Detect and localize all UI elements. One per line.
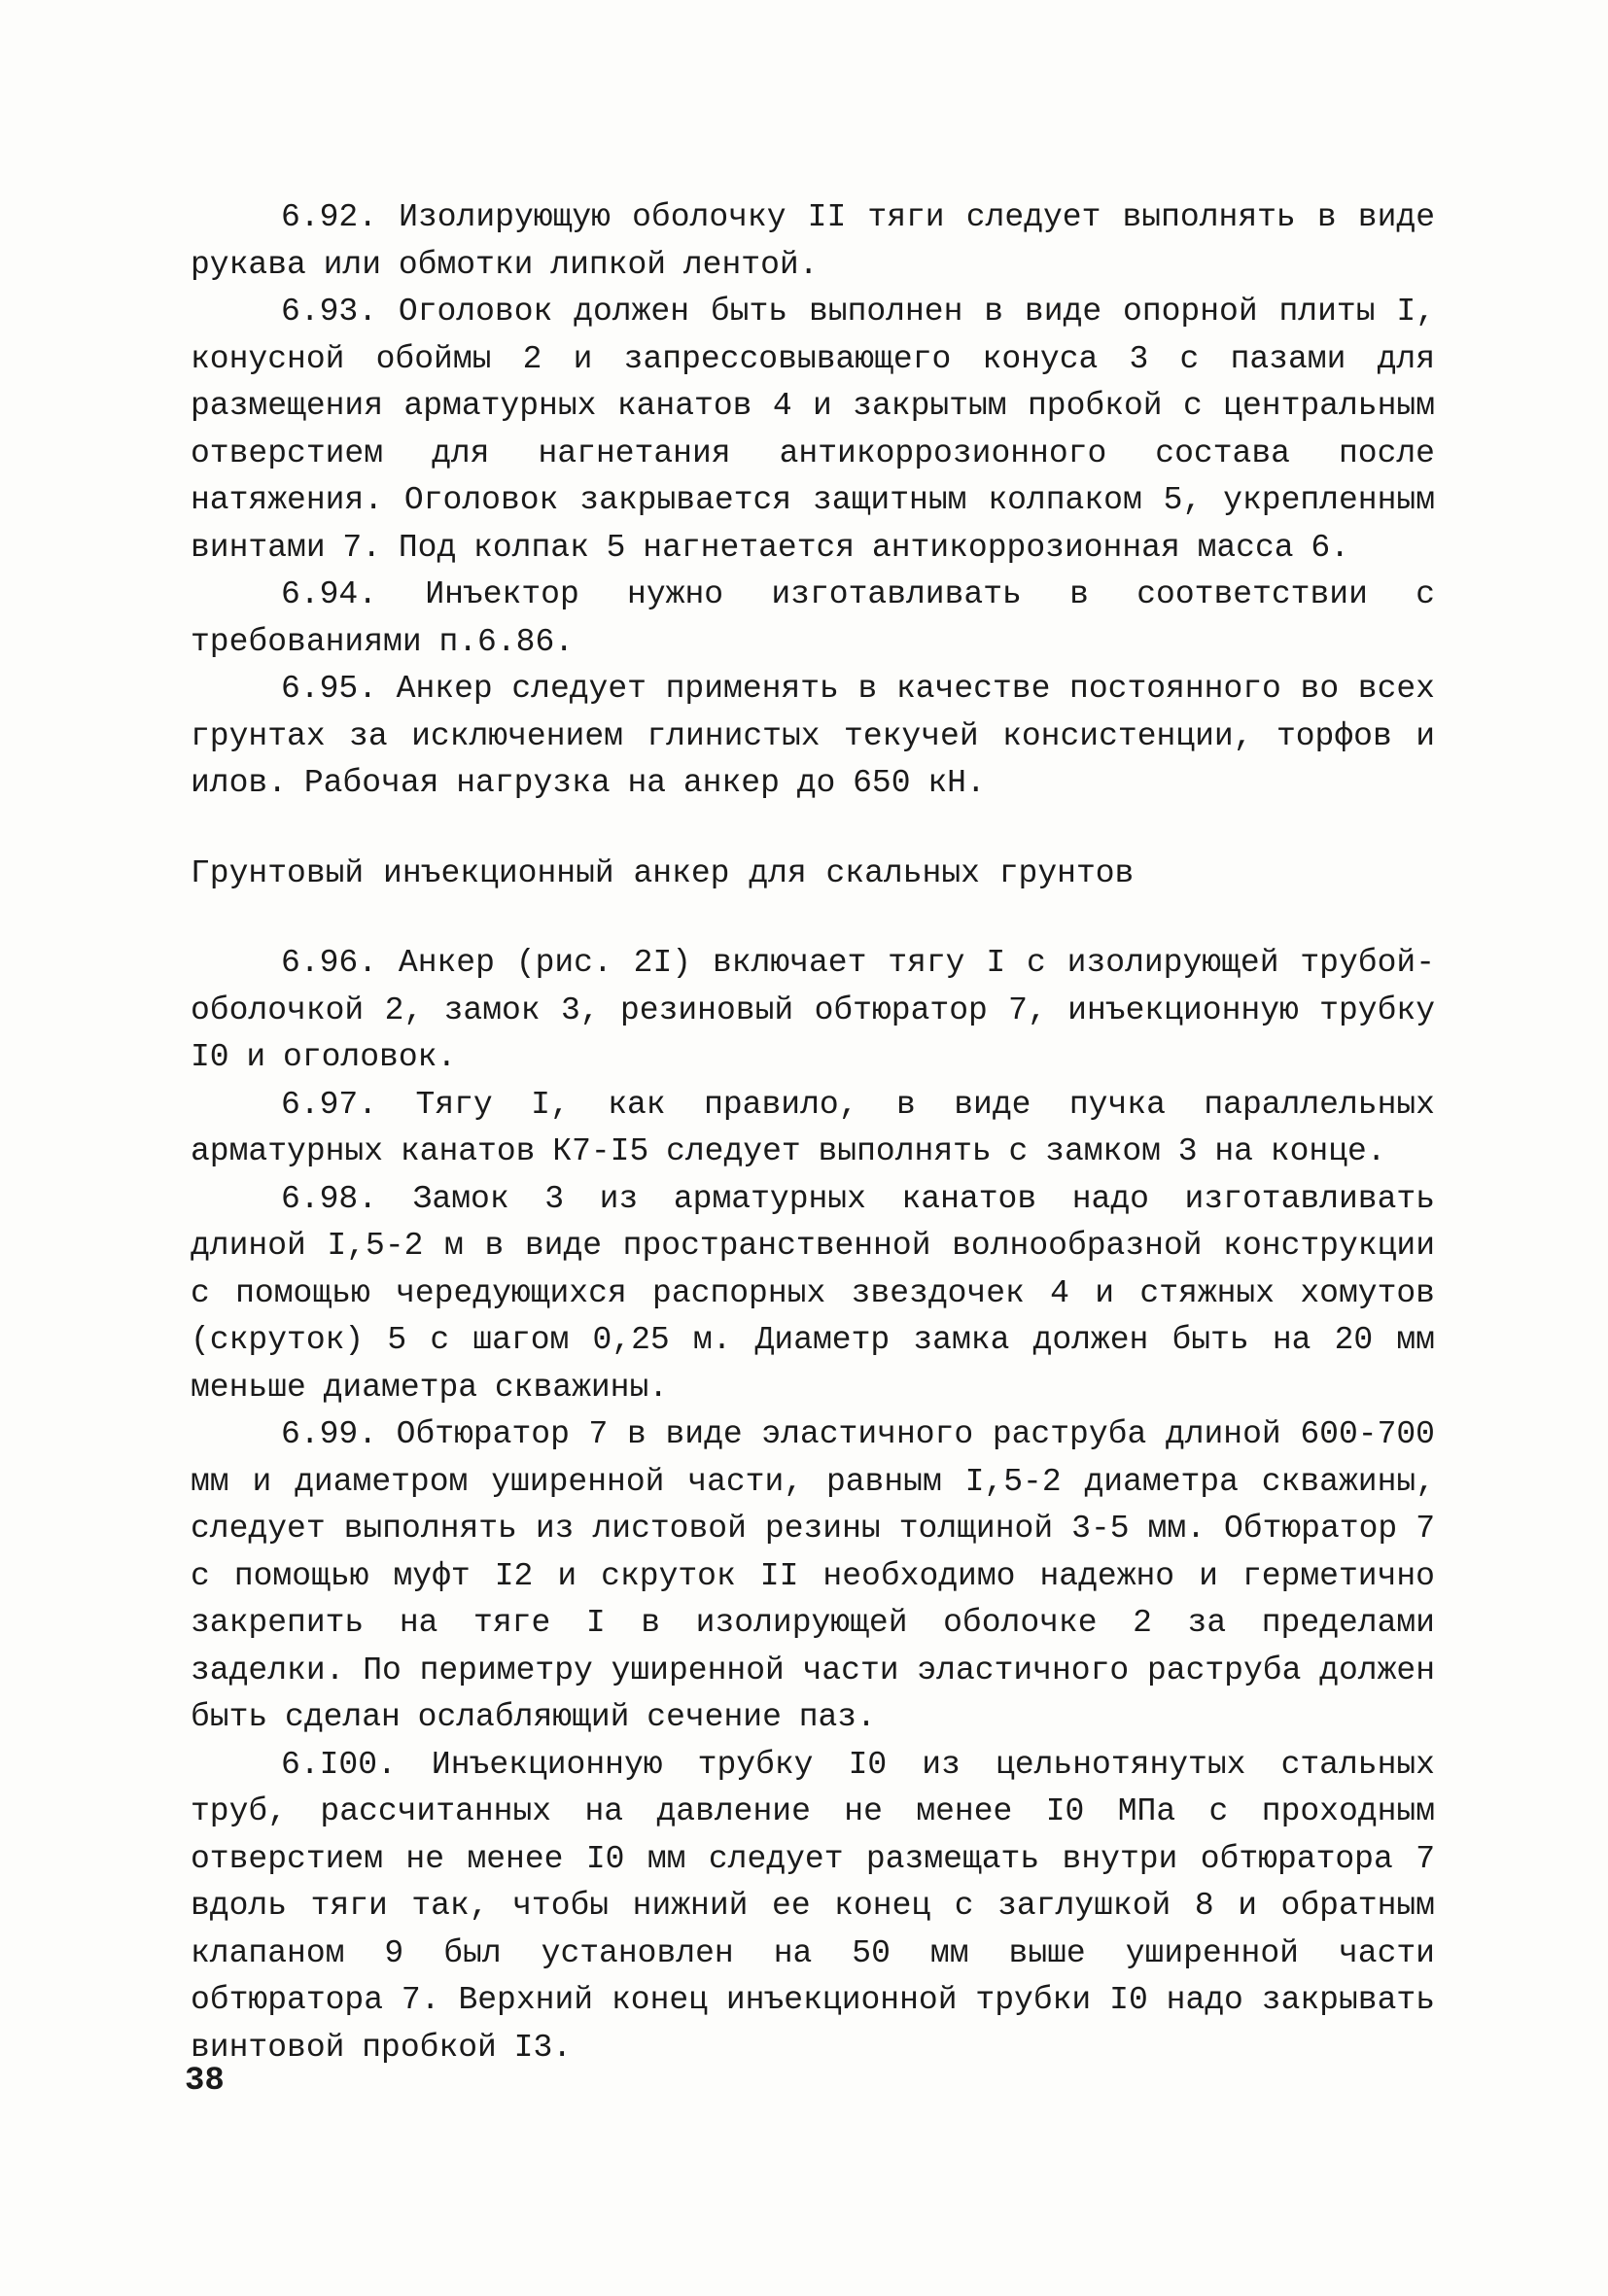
paragraph-6-92: 6.92. Изолирующую оболочку II тяги следует выполнять в виде рукава или обмотки липкой лентой. bbox=[191, 199, 1435, 283]
paragraph-6-97: 6.97. Тягу I, как правило, в виде пучка параллельных арматурных канатов К7-I5 следует выполнять с замком 3 на конце. bbox=[191, 1086, 1435, 1169]
page-number: 38 bbox=[185, 2063, 225, 2100]
paragraph-6-98: 6.98. Замок 3 из арматурных канатов надо изготавливать длиной I,5-2 м в виде пространственной волнообразной конструкции с помощью чередующихся распорных звездочек 4 и стяжных хомутов (скруток) 5 с шагом 0,25 м. Диаметр замка должен быть на 20 мм меньше диаметра скважины. bbox=[191, 1180, 1435, 1406]
section-heading: Грунтовый инъекционный анкер для скальных грунтов bbox=[191, 854, 1135, 891]
paragraph-6-99: 6.99. Обтюратор 7 в виде эластичного раструба длиной 600-700 мм и диаметром уширенной части, равным I,5-2 диаметра скважины, следует выполнять из листовой резины толщиной 3-5 мм. Обтюратор 7 с помощью муфт I2 и скруток II необходимо надежно и герметично закрепить на тяге I в изолирующей оболочке 2 за пределами заделки. По периметру уширенной части эластичного раструба должен быть сделан ослабляющий сечение паз. bbox=[191, 1416, 1435, 1735]
paragraph-6-95: 6.95. Анкер следует применять в качестве постоянного во всех грунтах за исключением глинистых текучей консистенции, торфов и илов. Рабочая нагрузка на анкер до 650 кН. bbox=[191, 671, 1435, 801]
paragraph-6-93: 6.93. Оголовок должен быть выполнен в виде опорной плиты I, конусной обоймы 2 и запрессовывающего конуса 3 с пазами для размещения арматурных канатов 4 и закрытым пробкой с центральным отверстием для нагнетания антикоррозионного состава после натяжения. Оголовок закрывается защитным колпаком 5, укрепленным винтами 7. Под колпак 5 нагнетается антикоррозионная масса 6. bbox=[191, 294, 1435, 566]
paragraph-6-100: 6.I00. Инъекционную трубку I0 из цельнотянутых стальных труб, рассчитанных на давление не менее I0 МПа с проходным отверстием не менее I0 мм следует размещать внутри обтюратора 7 вдоль тяги так, чтобы нижний ее конец с заглушкой 8 и обратным клапаном 9 был установлен на 50 мм выше уширенной части обтюратора 7. Верхний конец инъекционной трубки I0 надо закрывать винтовой пробкой I3. bbox=[191, 1746, 1435, 2066]
paragraph-6-94: 6.94. Инъектор нужно изготавливать в соответствии с требованиями п.6.86. bbox=[191, 576, 1435, 660]
body-text bbox=[191, 194, 1435, 2071]
paragraph-6-96: 6.96. Анкер (рис. 2I) включает тягу I с изолирующей трубой-оболочкой 2, замок 3, резиновый обтюратор 7, инъекционную трубку I0 и оголовок. bbox=[191, 945, 1435, 1075]
